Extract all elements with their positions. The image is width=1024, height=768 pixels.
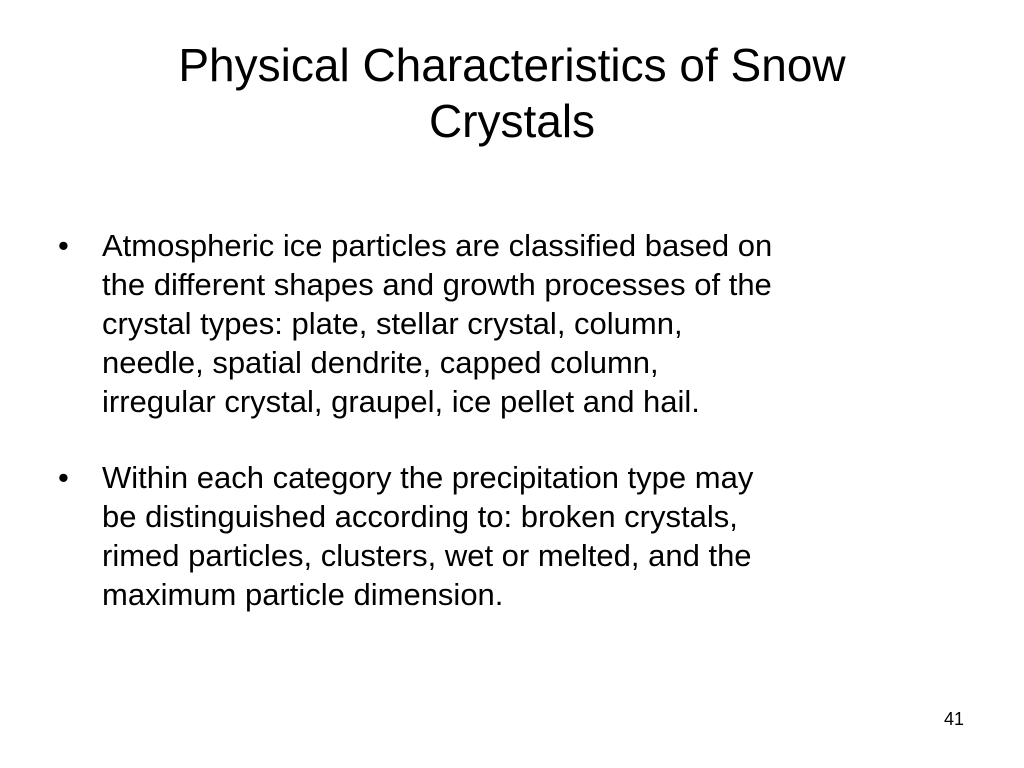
- bullet-text-line: be distinguished according to: broken crystals,: [102, 499, 738, 534]
- page-number: 41: [943, 709, 964, 729]
- bullet-text-line: crystal types: plate, stellar crystal, column,: [102, 306, 683, 341]
- bullet-text-line: needle, spatial dendrite, capped column,: [102, 345, 659, 380]
- bullet-text-line: irregular crystal, graupel, ice pellet and hail.: [102, 384, 700, 419]
- bullet-item: [58, 458, 978, 614]
- bullet-item: [58, 226, 978, 421]
- bullet-dot-icon: •: [58, 228, 69, 263]
- bullet-text: [102, 226, 978, 421]
- bullet-text: [102, 458, 978, 614]
- bullet-text-line: Atmospheric ice particles are classified based on: [102, 228, 773, 263]
- slide-title: [60, 37, 964, 149]
- slide-title-line: Physical Characteristics of Snow: [178, 39, 846, 91]
- bullet-text-line: rimed particles, clusters, wet or melted, and the: [102, 538, 752, 573]
- bullet-text-line: Within each category the precipitation type may: [102, 460, 754, 495]
- bullet-dot-icon: •: [58, 460, 69, 495]
- slide-title-line: Crystals: [428, 95, 596, 147]
- bullet-list: [58, 226, 978, 651]
- bullet-text-line: the different shapes and growth processes of the: [102, 267, 772, 302]
- bullet-text-line: maximum particle dimension.: [102, 577, 504, 612]
